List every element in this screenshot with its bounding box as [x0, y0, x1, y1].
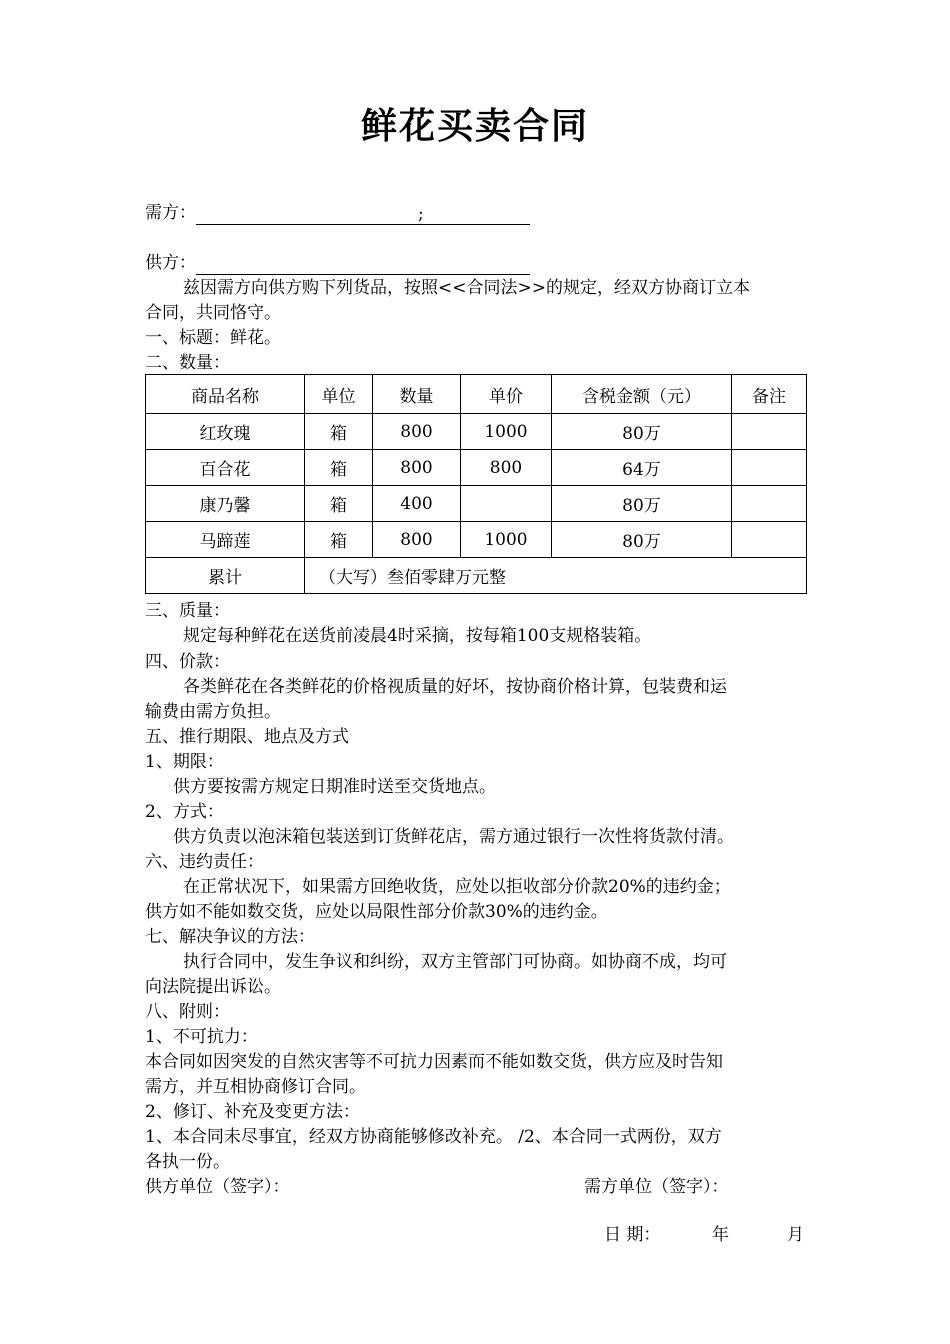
- intro-line-2: 合同，共同恪守。: [145, 303, 281, 323]
- table-cell: 80万: [552, 522, 732, 558]
- section-6: 六、违约责任：: [145, 852, 264, 872]
- table-cell: 64万: [552, 450, 732, 486]
- section-5: 五、推行期限、地点及方式: [145, 727, 349, 747]
- table-header-row: [146, 375, 807, 414]
- table-cell: 1000: [461, 522, 552, 558]
- table-cell: 百合花: [146, 450, 305, 486]
- buyer-signature-label: 需方单位（签字）：: [584, 1177, 729, 1197]
- seller-line: [145, 251, 530, 275]
- header-cell: 含税金额（元）: [552, 375, 732, 414]
- table-cell: 红玫瑰: [146, 414, 305, 450]
- table-total-row: [146, 558, 807, 594]
- date-year: 年: [712, 1225, 729, 1245]
- section-3: 三、质量：: [145, 601, 230, 621]
- section-3-text: 规定每种鲜花在送货前凌晨4时采摘，按每箱100支规格装箱。: [183, 626, 652, 646]
- buyer-separator: ;: [418, 204, 424, 224]
- buyer-line: [145, 201, 530, 225]
- buyer-blank[interactable]: [196, 204, 530, 225]
- header-cell: 备注: [732, 375, 807, 414]
- section-4-text-2: 输费由需方负担。: [145, 702, 281, 722]
- section-5-2: 2、方式：: [145, 802, 224, 822]
- table-cell: 800: [373, 522, 461, 558]
- section-8-2-text-2: 各执一份。: [145, 1152, 230, 1172]
- section-2: 二、数量：: [145, 353, 230, 373]
- total-value: （大写）叁佰零肆万元整: [305, 558, 807, 594]
- table-cell: 800: [461, 450, 552, 486]
- table-cell: 箱: [305, 486, 373, 522]
- table-cell: 箱: [305, 414, 373, 450]
- section-8-1-text-1: 本合同如因突发的自然灾害等不可抗力因素而不能如数交货，供方应及时告知: [145, 1052, 723, 1072]
- section-8-2-text-1: 1、本合同未尽事宜，经双方协商能够修改补充。 /2、本合同一式两份，双方: [145, 1127, 722, 1147]
- intro-line-1: 兹因需方向供方购下列货品，按照<<合同法>>的规定，经双方协商订立本: [183, 278, 750, 298]
- table-cell: 马蹄莲: [146, 522, 305, 558]
- section-1: 一、标题：鲜花。: [145, 328, 281, 348]
- seller-label: 供方：: [145, 253, 196, 273]
- table-cell: 80万: [552, 486, 732, 522]
- table-cell: [732, 486, 807, 522]
- header-cell: 商品名称: [146, 375, 305, 414]
- date-month: 月: [787, 1225, 804, 1245]
- section-8: 八、附则：: [145, 1002, 230, 1022]
- table-row: [146, 414, 807, 450]
- section-7: 七、解决争议的方法：: [145, 927, 315, 947]
- header-cell: 单位: [305, 375, 373, 414]
- section-6-text-2: 供方如不能如数交货，应处以局限性部分价款30%的违约金。: [145, 902, 608, 922]
- buyer-label: 需方：: [145, 203, 196, 223]
- table-row: [146, 450, 807, 486]
- table-cell: 800: [373, 450, 461, 486]
- table-cell: [732, 522, 807, 558]
- section-5-2-text: 供方负责以泡沫箱包装送到订货鲜花店，需方通过银行一次性将货款付清。: [173, 827, 734, 847]
- goods-table: [145, 374, 807, 594]
- header-cell: 数量: [373, 375, 461, 414]
- section-4-text-1: 各类鲜花在各类鲜花的价格视质量的好坏，按协商价格计算，包装费和运: [183, 677, 727, 697]
- table-cell: [732, 450, 807, 486]
- section-6-text-1: 在正常状况下，如果需方回绝收货，应处以拒收部分价款20%的违约金；: [183, 877, 731, 897]
- section-5-1: 1、期限：: [145, 752, 224, 772]
- seller-blank[interactable]: [196, 254, 530, 275]
- seller-signature-label: 供方单位（签字）：: [145, 1177, 290, 1197]
- table-cell: 400: [373, 486, 461, 522]
- section-8-1: 1、不可抗力：: [145, 1027, 258, 1047]
- section-8-1-text-2: 需方，并互相协商修订合同。: [145, 1077, 366, 1097]
- table-cell: [732, 414, 807, 450]
- table-row: [146, 486, 807, 522]
- page-title: 鲜花买卖合同: [360, 105, 589, 147]
- table-row: [146, 522, 807, 558]
- section-7-text-1: 执行合同中，发生争议和纠纷，双方主管部门可协商。如协商不成，均可: [183, 952, 727, 972]
- date-label: 日 期：: [604, 1225, 661, 1245]
- header-cell: 单价: [461, 375, 552, 414]
- table-cell: 康乃馨: [146, 486, 305, 522]
- section-4: 四、价款：: [145, 652, 230, 672]
- section-5-1-text: 供方要按需方规定日期准时送至交货地点。: [173, 777, 496, 797]
- table-cell: 1000: [461, 414, 552, 450]
- table-cell: [461, 486, 552, 522]
- table-cell: 80万: [552, 414, 732, 450]
- table-cell: 箱: [305, 450, 373, 486]
- section-8-2: 2、修订、补充及变更方法：: [145, 1102, 360, 1122]
- table-cell: 箱: [305, 522, 373, 558]
- section-7-text-2: 向法院提出诉讼。: [145, 977, 281, 997]
- table-cell: 800: [373, 414, 461, 450]
- total-label: 累计: [146, 558, 305, 594]
